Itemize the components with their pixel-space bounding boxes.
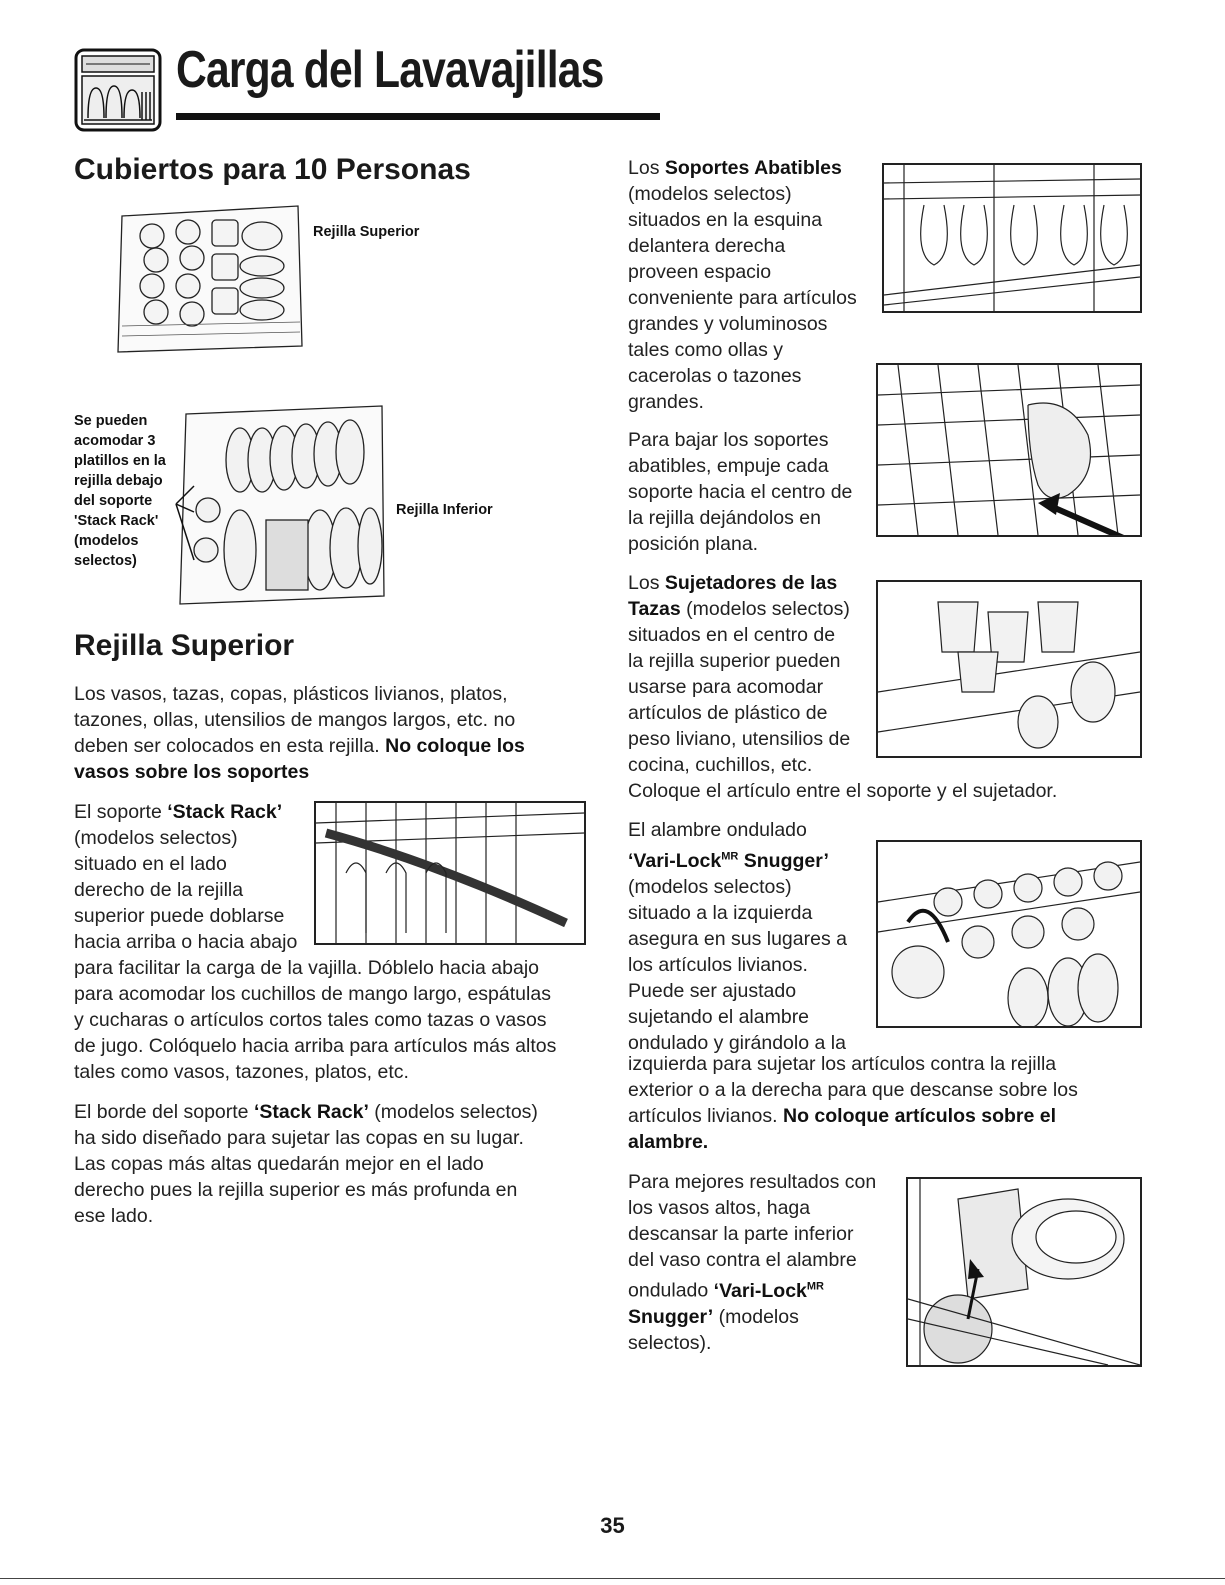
title-rule bbox=[176, 113, 660, 120]
tall-glasses-illustration bbox=[906, 1177, 1142, 1367]
page-number: 35 bbox=[600, 1513, 625, 1538]
stack-rack-illustration bbox=[314, 801, 586, 945]
paragraph-vari-lock-rest: izquierda para sujetar los artículos contra la rejilla exterior o a la derecha para que descanse sobre los artículos livianos. No coloque artículos sobre el alambre. bbox=[628, 1053, 1078, 1153]
tines-push-down-illustration bbox=[876, 363, 1142, 537]
paragraph-sujetadores-tazas: Los Sujetadores de las Tazas (modelos selectos) situados en el centro de la rejilla superior pueden usarse para acomodar artículos de plástico de peso liviano, utensilios de cocina, cuchillos, etc. bbox=[628, 572, 851, 776]
paragraph-stack-rack-rest: para facilitar la carga de la vajilla. Dóblelo hacia abajo para acomodar los cuchillos de mango largo, espátulas y cucharas o artículos cortos tales como tazas o vasos de jugo. Colóquelo hacia arriba para artículos más altos tales como vasos, tazones, platos, etc. bbox=[74, 957, 557, 1083]
paragraph-rejilla-superior: Los vasos, tazas, copas, plásticos livianos, platos, tazones, ollas, utensilios de mangos largos, etc. no deben ser colocados en esta rejilla. No coloque los vasos sobre los soportes bbox=[74, 683, 525, 783]
lower-rack-label: Rejilla Inferior bbox=[396, 502, 493, 518]
section-heading-cubiertos: Cubiertos para 10 Personas bbox=[74, 153, 471, 186]
paragraph-stack-rack-edge: El borde del soporte ‘Stack Rack’ (modelos selectos) ha sido diseñado para sujetar las copas en su lugar. Las copas más altas quedarán mejor en el lado derecho pues la rejilla superior es más profunda en ese lado. bbox=[74, 1101, 538, 1227]
lower-rack-note: Se pueden acomodar 3 platillos en la rejilla debajo del soporte 'Stack Rack' (modelos selectos) bbox=[74, 413, 166, 569]
paragraph-soportes-abatibles: Los Soportes Abatibles (modelos selectos) situados en la esquina delantera derecha proveen espacio conveniente para artículos grandes y voluminosos tales como ollas y cacerolas o tazones grandes. bbox=[628, 157, 857, 413]
section-heading-rejilla-superior: Rejilla Superior bbox=[74, 629, 295, 662]
dishwasher-icon bbox=[74, 48, 162, 132]
paragraph-vari-lock: El alambre ondulado ‘Vari-Lock$^{MR}$ Snugger’ (modelos selectos) situado a la izquierda asegura en sus lugares a los artículos livianos. Puede ser ajustado sujetando el alambre ondulado y girándolo a la bbox=[628, 819, 847, 1054]
lower-rack-illustration bbox=[150, 400, 390, 610]
fold-down-tines-illustration bbox=[882, 163, 1142, 313]
page-bottom-rule bbox=[0, 1578, 1225, 1579]
paragraph-vasos-altos: Para mejores resultados con los vasos altos, haga descansar la parte inferior del vaso contra el alambre ondulado ‘Vari-Lock$^{MR}$ Snugger’ (modelos selectos). bbox=[628, 1171, 877, 1354]
cup-holders-illustration bbox=[876, 580, 1142, 758]
upper-rack-illustration bbox=[112, 196, 308, 360]
paragraph-coloque-articulo: Coloque el artículo entre el soporte y el sujetador. bbox=[628, 780, 1058, 802]
paragraph-bajar-soportes: Para bajar los soportes abatibles, empuje cada soporte hacia el centro de la rejilla dejándolos en posición plana. bbox=[628, 429, 853, 555]
page-title: Carga del Lavavajillas bbox=[176, 41, 604, 99]
vari-lock-snugger-illustration bbox=[876, 840, 1142, 1028]
paragraph-stack-rack-intro: El soporte ‘Stack Rack’ (modelos selectos) situado en el lado derecho de la rejilla superior puede doblarse hacia arriba o hacia abajo bbox=[74, 801, 298, 953]
upper-rack-label: Rejilla Superior bbox=[313, 224, 420, 240]
